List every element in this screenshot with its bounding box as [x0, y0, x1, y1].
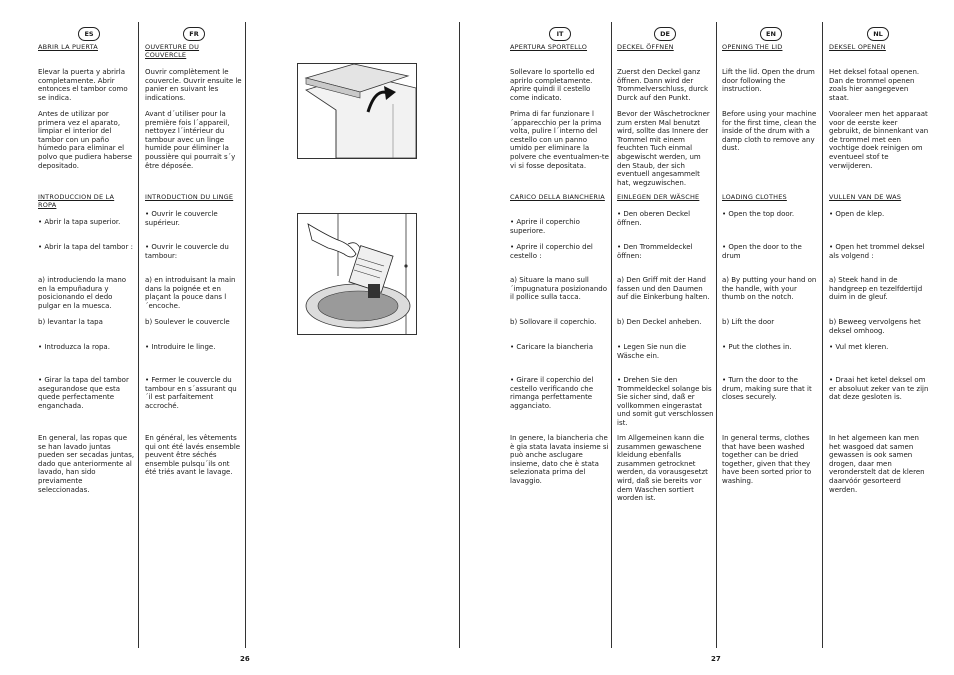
paragraph: Sollevare lo sportello ed aprirlo completamente. Aprire quindi il cestello come indicato.	[510, 68, 595, 102]
heading-loading: EINLEGEN DER WÄSCHE	[617, 193, 700, 201]
paragraph: In general terms, clothes that have been washed together can be dried together, given that they have been sorted prior to washing.	[722, 434, 812, 485]
paragraph: Before using your machine for the first time, clean the inside of the drum with a damp cloth to remove any dust.	[722, 110, 817, 153]
column-rule	[138, 22, 139, 648]
column-rule	[459, 22, 460, 648]
bullet: • Draai het ketel deksel om er absoluut zeker van te zijn dat deze gesloten is.	[829, 376, 929, 402]
heading-open-door: OUVERTURE DU COUVERCLE	[145, 43, 200, 60]
bullet: • Open the door to the drum	[722, 243, 802, 260]
bullet: • Ouvrir le couvercle du tambour:	[145, 243, 229, 260]
bullet: • Aprire il coperchio del cestello :	[510, 243, 593, 260]
paragraph: Vooraleer men het apparaat voor de eerste keer gebruikt, de binnenkant van de trommel met een vochtige doek reinigen om eventueel stof te verwijderen.	[829, 110, 929, 170]
paragraph: En general, las ropas que se han lavado juntas pueden ser secadas juntas, dado que anteriormente al lavado, han sido previamente seleccionadas.	[38, 434, 135, 494]
bullet: • Abrir la tapa del tambor :	[38, 243, 133, 251]
lid-open-illustration	[297, 63, 417, 159]
bullet: • Girare il coperchio del cestello verificando che rimanga perfettamente agganciato.	[510, 376, 594, 410]
step-b: b) levantar la tapa	[38, 318, 103, 326]
language-badge-it: IT	[549, 27, 571, 41]
heading-open-door: DEKSEL OPENEN	[829, 43, 886, 51]
bullet: • Abrir la tapa superior.	[38, 218, 121, 226]
lid-open-drawing	[298, 64, 416, 158]
paragraph: Lift the lid. Open the drum door following the instruction.	[722, 68, 815, 94]
bullet: • Girar la tapa del tambor asegurandose que esta quede perfectamente enganchada.	[38, 376, 129, 410]
column-rule	[822, 22, 823, 648]
step-b: b) Soulever le couvercle	[145, 318, 230, 326]
paragraph: Elevar la puerta y abrirla completamente. Abrir entonces el tambor como se indica.	[38, 68, 128, 102]
paragraph: Zuerst den Deckel ganz öffnen. Dann wird der Trommelverschluss, durck Durck auf den Punkt.	[617, 68, 709, 102]
paragraph: In genere, la biancheria che è gia stata lavata insieme si può anche asclugare insieme, dato che è stata selezionata prima del lavaggio.	[510, 434, 609, 485]
bullet: • Open de klep.	[829, 210, 885, 218]
heading-loading: VULLEN VAN DE WAS	[829, 193, 902, 201]
step-a: a) introduciendo la mano en la empuñadura y posicionando el dedo pulgar en la muesca.	[38, 276, 127, 310]
language-badge-en: EN	[760, 27, 782, 41]
paragraph: Ouvrir complètement le couvercle. Ouvrir ensuite le panier en suivant les indications.	[145, 68, 242, 102]
bullet: • Turn the door to the drum, making sure that it closes securely.	[722, 376, 812, 402]
heading-open-door: OPENING THE LID	[722, 43, 783, 51]
bullet: • Open het trommel deksel als volgend :	[829, 243, 925, 260]
step-b: b) Lift the door	[722, 318, 775, 326]
bullet: • Ouvrir le couvercle supérieur.	[145, 210, 218, 227]
step-a: a) Steek hand in de handgreep en tezelfdertijd duim in de gleuf.	[829, 276, 923, 302]
language-badge-de: DE	[654, 27, 676, 41]
step-a: a) en introduisant la main dans la poignée et en plaçant la pouce dans l´encoche.	[145, 276, 236, 310]
language-badge-es: ES	[78, 27, 100, 41]
step-b: b) Beweeg vervolgens het deksel omhoog.	[829, 318, 921, 335]
heading-loading: CARICO DELLA BIANCHERIA	[510, 193, 605, 201]
column-rule	[611, 22, 612, 648]
bullet: • Put the clothes in.	[722, 343, 792, 351]
paragraph: In het algemeen kan men het wasgoed dat samen gewassen is ook samen drogen, daar men veronderstelt dat de kleren daarvóór gesorteerd werden.	[829, 434, 925, 494]
step-a: a) By putting your hand on the handle, with your thumb on the notch.	[722, 276, 817, 302]
bullet: • Vul met kleren.	[829, 343, 889, 351]
bullet: • Drehen Sie den Trommeldeckel solange bis Sie sicher sind, daß er vollkommen eingerastat und somit gut verschlossen ist.	[617, 376, 714, 427]
bullet: • Introduzca la ropa.	[38, 343, 110, 351]
paragraph: Het deksel fotaal openen. Dan de trommel openen zoals hier aangegeven staat.	[829, 68, 920, 102]
paragraph: En général, les vêtements qui ont été lavés ensemble peuvent être séchés ensemble pulsqu´ils ont été triés avant le lavage.	[145, 434, 241, 477]
drum-loading-drawing	[298, 214, 416, 334]
paragraph: Prima di far funzionare l´apparecchio per la prima volta, pulire l´interno del cestello con un panno umido per eliminare la polvere che eventualmen-te vi si fosse depositata.	[510, 110, 609, 170]
bullet: • Introduire le linge.	[145, 343, 216, 351]
bullet: • Fermer le couvercle du tambour en s´assurant qu´il est parfaitement accroché.	[145, 376, 237, 410]
heading-open-door: ABRIR LA PUERTA	[38, 43, 98, 51]
bullet: • Aprire il coperchio superiore.	[510, 218, 580, 235]
paragraph: Avant d´utiliser pour la première fois l´appareil, nettoyez l´intérieur du tambour avec un linge humide pour éliminer la poussière qui pourrait s´y être déposée.	[145, 110, 236, 170]
bullet: • Legen Sie nun die Wäsche ein.	[617, 343, 686, 360]
step-a: a) Den Griff mit der Hand fassen und den Daumen auf die Einkerbung halten.	[617, 276, 710, 302]
page-number-right: 27	[711, 655, 721, 663]
bullet: • Caricare la biancheria	[510, 343, 594, 351]
heading-loading: INTRODUCCION DE LA ROPA	[38, 193, 115, 210]
bullet: • Open the top door.	[722, 210, 795, 218]
page-number-left: 26	[240, 655, 250, 663]
paragraph: Antes de utilizar por primera vez el aparato, limpiar el interior del tambor con un paño húmedo para eliminar el polvo que pudiera haberse depositado.	[38, 110, 133, 170]
heading-open-door: DECKEL ÖFFNEN	[617, 43, 674, 51]
step-b: b) Sollovare il coperchio.	[510, 318, 597, 326]
bullet: • Den Trommeldeckel öffnen:	[617, 243, 693, 260]
column-rule	[245, 22, 246, 648]
bullet: • Den oberen Deckel öffnen.	[617, 210, 691, 227]
step-a: a) Situare la mano sull´impugnatura posizionando il pollice sulla tacca.	[510, 276, 607, 302]
column-rule	[716, 22, 717, 648]
heading-loading: LOADING CLOTHES	[722, 193, 787, 201]
heading-open-door: APERTURA SPORTELLO	[510, 43, 588, 51]
paragraph: Bevor der Wäschetrockner zum ersten Mal benutzt wird, sollte das Innere der Trommel mit einem feuchten Tuch einmal abgewischt werden, um den Staub, der sich eventuell angesammelt hat, wegzuwischen.	[617, 110, 710, 187]
language-badge-fr: FR	[183, 27, 205, 41]
heading-loading: INTRODUCTION DU LINGE	[145, 193, 234, 201]
language-badge-nl: NL	[867, 27, 889, 41]
drum-loading-illustration	[297, 213, 417, 335]
paragraph: Im Allgemeinen kann die zusammen gewaschene kleidung ebenfalls zusammen getrocknet werden, da vorausgesetzt wird, daß sie bereits vor dem Waschen sortiert worden ist.	[617, 434, 708, 503]
step-b: b) Den Deckel anheben.	[617, 318, 702, 326]
